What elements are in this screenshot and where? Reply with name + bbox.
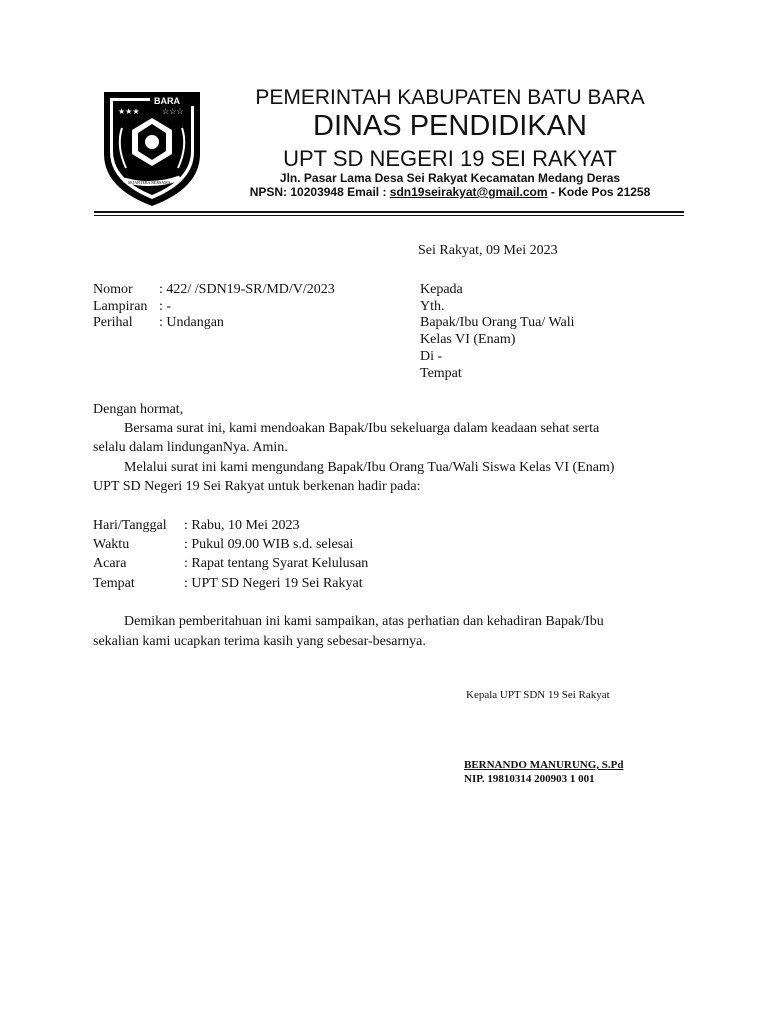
email-link[interactable]: sdn19seirakyat@gmail.com [389, 185, 548, 199]
office-name: DINAS PENDIDIKAN [313, 110, 587, 142]
letterhead-rule-thick [94, 211, 684, 213]
paragraph-3-line-2: sekalian kami ucapkan terima kasih yang sebesar-besarnya. [93, 634, 426, 649]
event-label: Hari/Tanggal [93, 518, 167, 533]
paragraph-3-line-1: Demikan pemberitahuan ini kami sampaikan, atas perhatian dan kehadiran Bapak/Ibu [124, 614, 604, 629]
event-value: : UPT SD Negeri 19 Sei Rakyat [184, 576, 363, 591]
gov-name: PEMERINTAH KABUPATEN BATU BARA [255, 86, 645, 109]
svg-text:☆☆☆: ☆☆☆ [162, 107, 184, 116]
event-label: Tempat [93, 576, 135, 591]
event-value: : Rabu, 10 Mei 2023 [184, 518, 300, 533]
contact-line [210, 185, 690, 199]
recipient-line: Kelas VI (Enam) [420, 332, 516, 347]
event-value: : Rapat tentang Syarat Kelulusan [184, 556, 369, 571]
logo-lettering: BARA [154, 96, 180, 106]
npsn: NPSN: 10203948 Email : [249, 185, 390, 199]
recipient-line: Yth. [420, 299, 445, 314]
lampiran-label: Lampiran [93, 299, 148, 314]
nomor-value: : 422/ /SDN19-SR/MD/V/2023 [159, 282, 335, 297]
postal-code: - Kode Pos 21258 [547, 185, 651, 199]
perihal-value: : Undangan [159, 315, 224, 330]
signatory-title: Kepala UPT SDN 19 Sei Rakyat [466, 689, 610, 701]
perihal-label: Perihal [93, 315, 133, 330]
recipient-line: Kepada [420, 282, 463, 297]
nomor-label: Nomor [93, 282, 133, 297]
letterhead-rule-thin [94, 215, 684, 216]
paragraph-1-line-1: Bersama surat ini, kami mendoakan Bapak/Ibu sekeluarga dalam keadaan sehat serta [124, 421, 600, 436]
event-label: Waktu [93, 537, 130, 552]
signatory-nip: NIP. 19810314 200903 1 001 [464, 773, 595, 785]
recipient-line: Bapak/Ibu Orang Tua/ Wali [420, 315, 575, 330]
school-address: Jln. Pasar Lama Desa Sei Rakyat Kecamatan Medang Deras [279, 171, 621, 185]
paragraph-1-line-2: selalu dalam lindunganNya. Amin. [93, 440, 288, 455]
signatory-name: BERNANDO MANURUNG, S.Pd [464, 759, 624, 771]
svg-text:★★★: ★★★ [118, 107, 140, 116]
recipient-line: Di - [420, 349, 443, 364]
lampiran-value: : - [159, 299, 172, 314]
paragraph-2-line-2: UPT SD Negeri 19 Sei Rakyat untuk berkenan hadir pada: [93, 479, 421, 494]
regency-logo [100, 88, 204, 210]
letter-date: Sei Rakyat, 09 Mei 2023 [418, 243, 558, 258]
logo-motto: SEJAHTERA BERSAMA [128, 180, 171, 185]
recipient-line: Tempat [420, 366, 462, 381]
event-value: : Pukul 09.00 WIB s.d. selesai [184, 537, 354, 552]
greeting: Dengan hormat, [93, 402, 184, 417]
paragraph-2-line-1: Melalui surat ini kami mengundang Bapak/Ibu Orang Tua/Wali Siswa Kelas VI (Enam) [124, 460, 615, 475]
event-label: Acara [93, 556, 127, 571]
school-name: UPT SD NEGERI 19 SEI RAKYAT [283, 146, 617, 171]
